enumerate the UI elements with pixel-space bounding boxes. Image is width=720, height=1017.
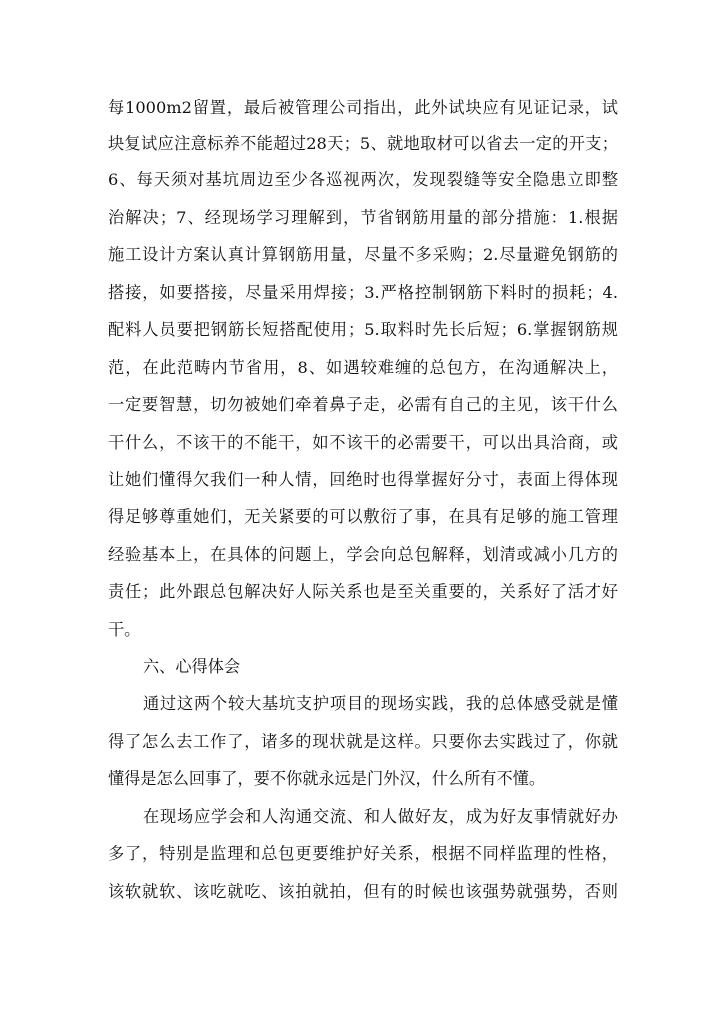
text-line-19: 懂得是怎么回事了，要不你就永远是门外汉，什么所有不懂。 [108, 769, 546, 788]
text-line-14: 责任；此外跟总包解决好人际关系也是至关重要的，关系好了活才好 [108, 582, 618, 601]
text-line-10: 干什么，不该干的不能干，如不该干的必需要干，可以出具洽商，或 [108, 433, 618, 452]
text-line-15: 干。 [108, 620, 141, 639]
text-line-3: 6、每天须对基坑周边至少各巡视两次，发现裂缝等安全隐患立即整 [108, 170, 618, 189]
section-heading: 六、心得体会 [143, 657, 241, 676]
text-line-5: 施工设计方案认真计算钢筋用量，尽量不多采购；2.尽量避免钢筋的 [108, 245, 618, 264]
text-line-6: 搭接，如要搭接，尽量采用焊接；3.严格控制钢筋下料时的损耗；4. [108, 283, 618, 302]
text-line-11: 让她们懂得欠我们一种人情，回绝时也得掌握好分寸，表面上得体现 [108, 470, 618, 489]
text-line-4: 治解决；7、经现场学习理解到，节省钢筋用量的部分措施：1.根据 [108, 208, 618, 227]
text-line-1: 每1000m2留置，最后被管理公司指出，此外试块应有见证记录，试 [108, 98, 618, 117]
text-line-18: 得了怎么去工作了，诸多的现状就是这样。只要你去实践过了，你就 [108, 732, 618, 751]
text-line-8: 范，在此范畴内节省用，8、如遇较难缠的总包方，在沟通解决上， [108, 358, 618, 377]
text-line-9: 一定要智慧，切勿被她们牵着鼻子走，必需有自己的主见，该干什么 [108, 395, 618, 414]
text-line-2: 块复试应注意标养不能超过28天；5、就地取材可以省去一定的开支； [108, 134, 618, 153]
text-line-22: 该软就软、该吃就吃、该拍就拍，但有的时候也该强势就强势，否则 [108, 882, 618, 901]
text-line-12: 得足够尊重她们，无关紧要的可以敷衍了事，在具有足够的施工管理 [108, 507, 618, 526]
text-line-7: 配料人员要把钢筋长短搭配使用；5.取料时先长后短；6.掌握钢筋规 [108, 320, 618, 339]
text-line-20: 在现场应学会和人沟通交流、和人做好友，成为好友事情就好办 [143, 807, 618, 826]
text-line-13: 经验基本上，在具体的问题上，学会向总包解释，划清或减小几方的 [108, 545, 618, 564]
text-line-17: 通过这两个较大基坑支护项目的现场实践，我的总体感受就是懂 [143, 694, 618, 713]
text-line-21: 多了，特别是监理和总包更要维护好关系，根据不同样监理的性格， [108, 844, 618, 863]
